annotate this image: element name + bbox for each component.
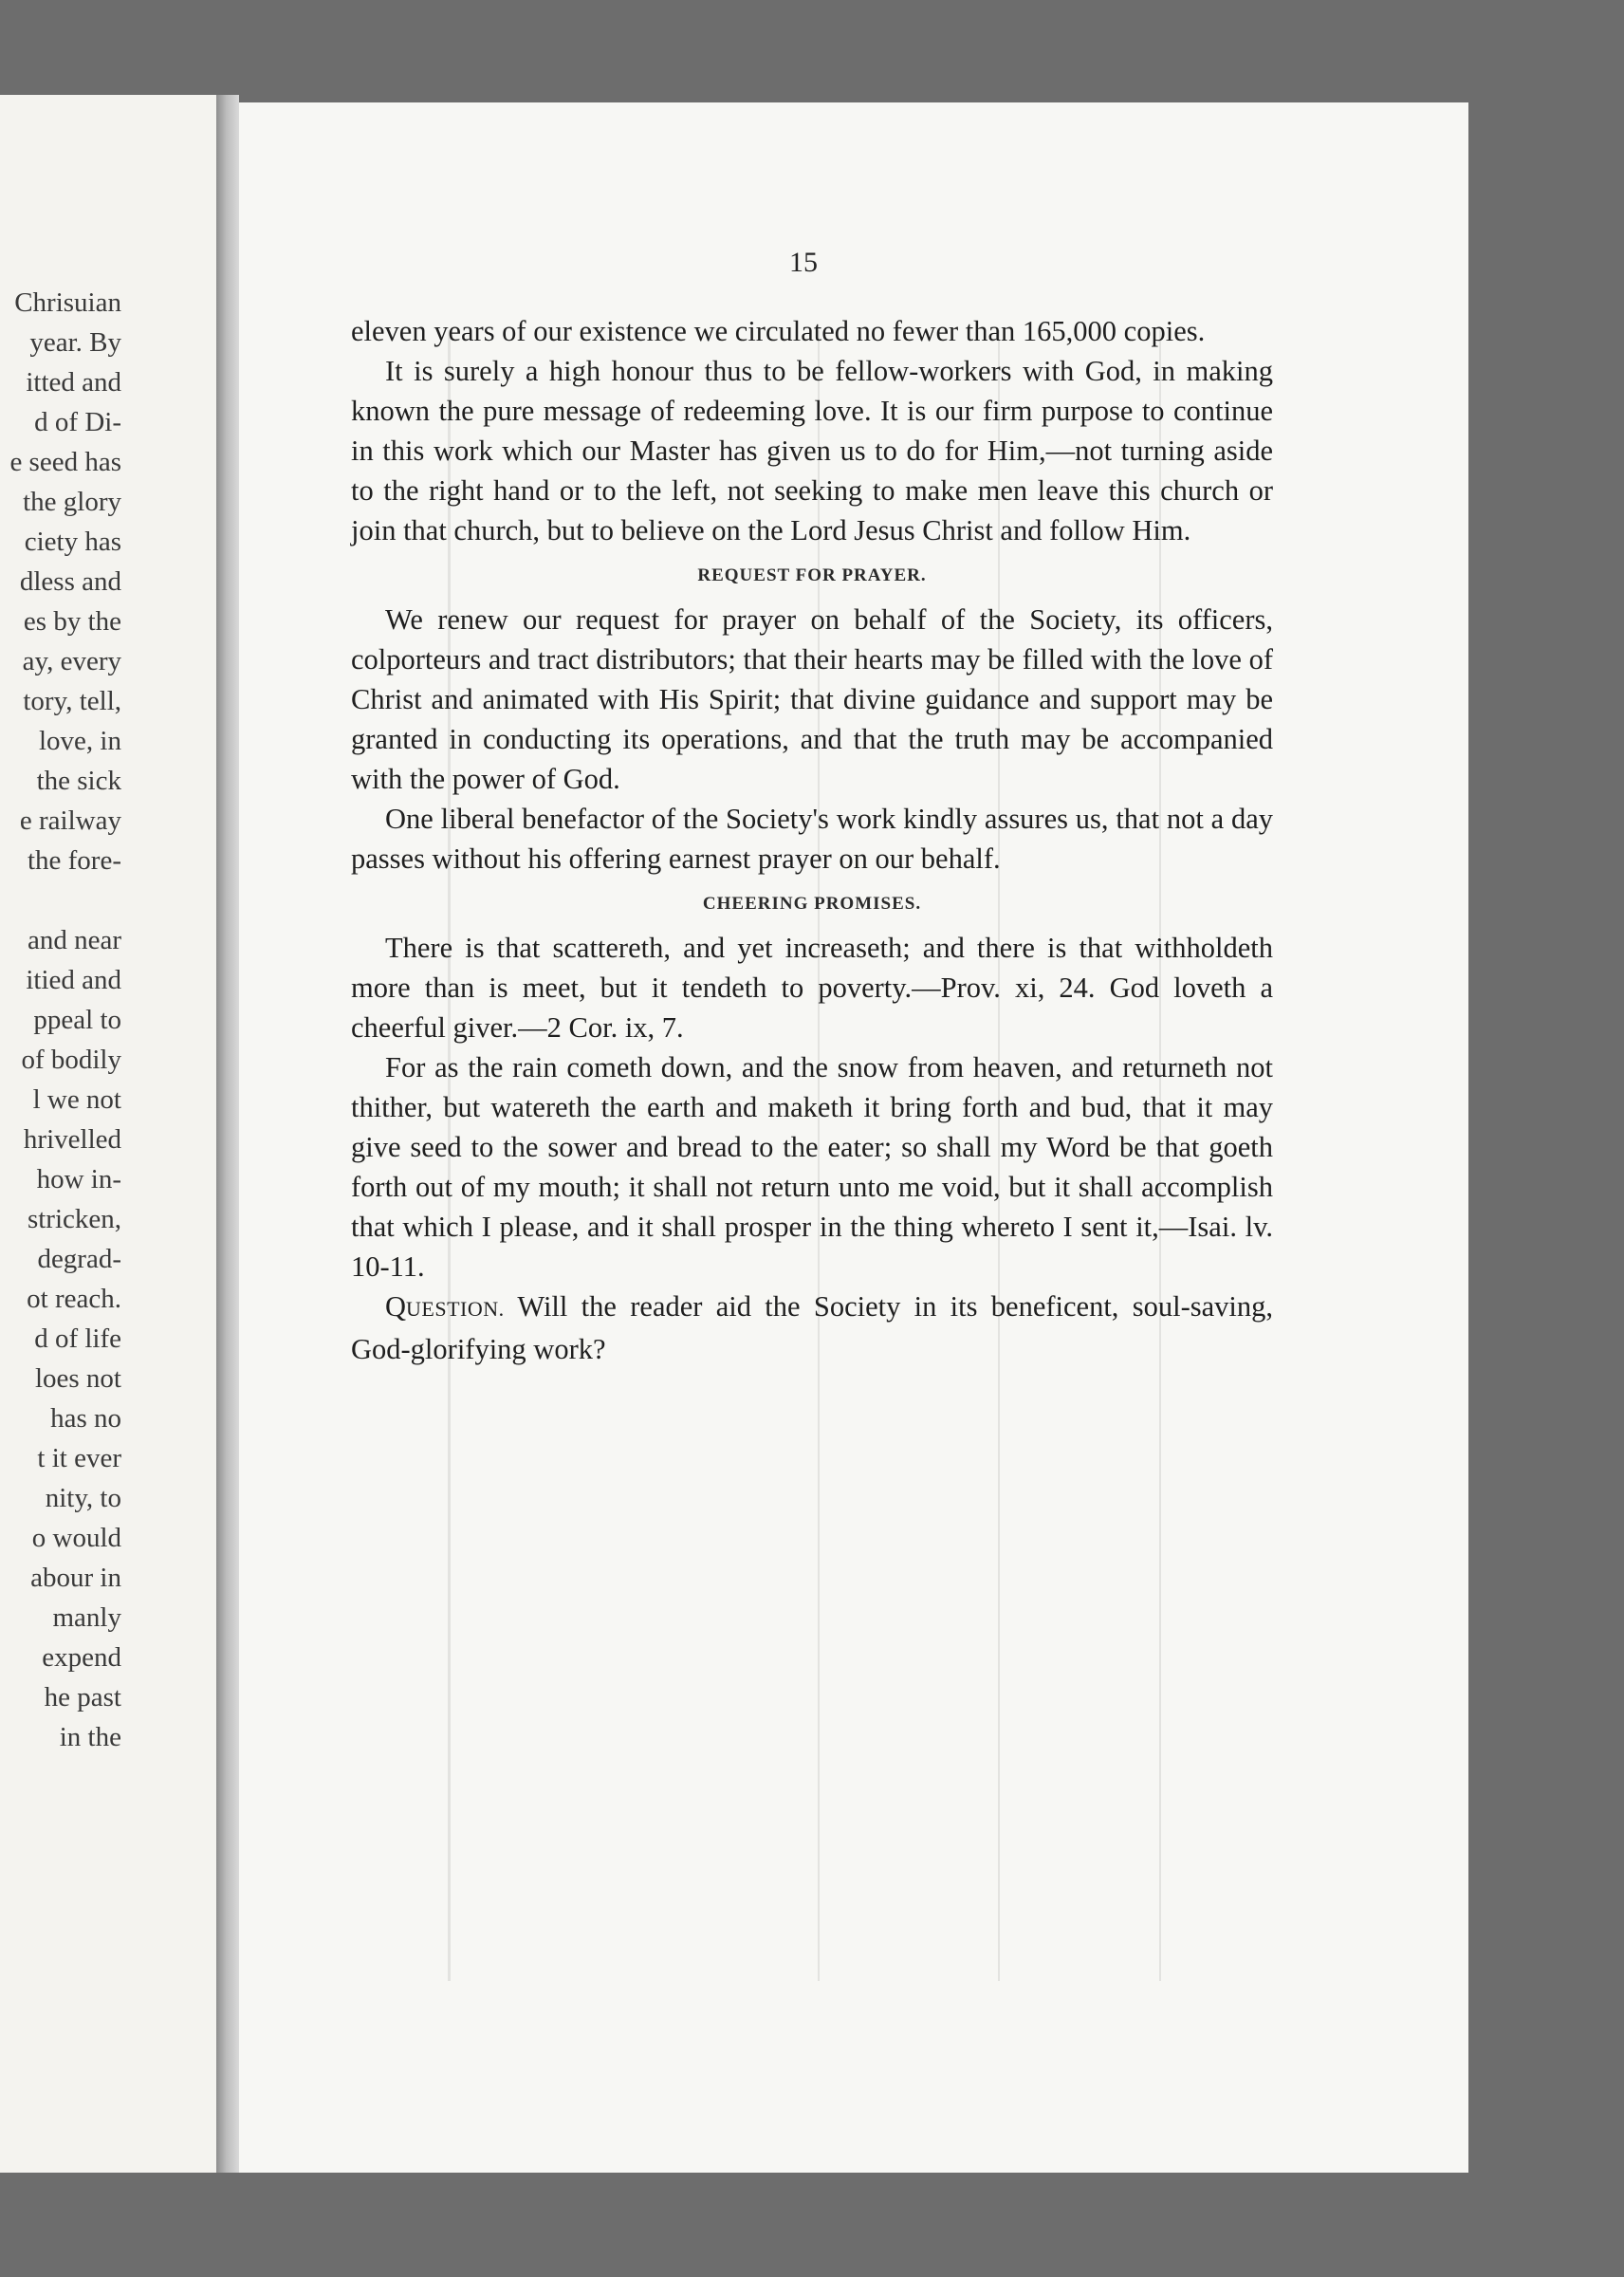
paragraph: It is surely a high honour thus to be fellow-workers with God, in making known the pure message of redeeming love. It is our firm purpose to continue in this work which our Master has given us to do for Him,—not turning aside to the right hand or to the left, not seeking to make men leave this church or join that church, but to believe on the Lord Jesus Christ and follow Him. bbox=[351, 355, 1273, 546]
left-page-line: abour in bbox=[30, 1563, 121, 1593]
left-page-line: year. By bbox=[29, 327, 121, 358]
left-page-line: tory, tell, bbox=[23, 686, 121, 716]
left-page-line: loes not bbox=[34, 1363, 121, 1394]
left-page-line: es by the bbox=[23, 606, 121, 637]
left-page-line: Chrisuian bbox=[14, 287, 121, 318]
left-page-line: e railway bbox=[19, 805, 121, 836]
left-page-line: itied and bbox=[26, 965, 121, 995]
section-heading: REQUEST FOR PRAYER. bbox=[697, 565, 927, 585]
left-page-line: the sick bbox=[36, 766, 121, 796]
paragraph: There is that scattereth, and yet increaseth; and there is that withholdeth more than is meet, but it tendeth to poverty.—Prov. xi, 24. God loveth a cheerful giver.—2 Cor. ix, 7. bbox=[351, 932, 1273, 1044]
left-page-line: has no bbox=[50, 1403, 121, 1434]
left-page-line: in the bbox=[59, 1722, 121, 1752]
paragraph: For as the rain cometh down, and the snow from heaven, and returneth not thither, but watereth the earth and maketh it bring forth and bud, that it may give seed to the sower and bread to the eater; so shall my Word be that goeth forth out of my mouth; it shall not return unto me void, but it shall accomplish that which I please, and it shall prosper in the thing whereto I sent it,—Isai. lv. 10-11. bbox=[351, 1051, 1273, 1283]
book-gutter bbox=[216, 95, 239, 2173]
left-page-line: ay, every bbox=[22, 646, 121, 676]
question-label-cap: Q bbox=[385, 1290, 407, 1323]
question-text: Will the reader aid the Society in its beneficent, soul-saving, God-glorifying work? bbox=[351, 1290, 1273, 1365]
left-page-line: manly bbox=[52, 1602, 121, 1633]
left-page-line: l we not bbox=[32, 1084, 121, 1115]
left-page-line: itted and bbox=[26, 367, 121, 398]
left-page-line: e seed has bbox=[9, 447, 121, 477]
page-number: 15 bbox=[789, 247, 818, 278]
paragraph: One liberal benefactor of the Society's work kindly assures us, that not a day passes without his offering earnest prayer on our behalf. bbox=[351, 803, 1273, 875]
left-page-line: degrad- bbox=[37, 1244, 121, 1274]
left-page-line: of bodily bbox=[21, 1045, 121, 1075]
left-page-line: dless and bbox=[19, 566, 121, 597]
left-page-line: he past bbox=[44, 1682, 121, 1712]
left-page-line: love, in bbox=[39, 726, 121, 756]
left-page-line: ppeal to bbox=[33, 1005, 121, 1035]
book-page bbox=[239, 102, 1468, 2173]
left-page-line: t it ever bbox=[37, 1443, 121, 1473]
left-page-line: nity, to bbox=[45, 1483, 121, 1513]
page-text bbox=[351, 311, 1273, 1369]
left-page-line: the fore- bbox=[27, 845, 121, 876]
left-page-line: and near bbox=[27, 925, 121, 955]
left-page-line: the glory bbox=[23, 487, 121, 517]
question-paragraph bbox=[351, 1287, 1273, 1369]
paragraph: eleven years of our existence we circulated no fewer than 165,000 copies. bbox=[351, 315, 1206, 347]
left-page-line: d of life bbox=[34, 1324, 121, 1354]
left-page-line: d of Di- bbox=[34, 407, 121, 437]
left-page-line: hrivelled bbox=[23, 1124, 121, 1155]
left-page-line: stricken, bbox=[27, 1204, 121, 1234]
left-page-line: ciety has bbox=[24, 527, 121, 557]
left-page-line: ot reach. bbox=[27, 1284, 121, 1314]
left-page-line: o would bbox=[31, 1523, 121, 1553]
paragraph: We renew our request for prayer on behalf of the Society, its officers, colporteurs and tract distributors; that their hearts may be filled with the love of Christ and animated with His Spirit; that divine guidance and support may be granted in conducting its operations, and that the truth may be accompanied with the power of God. bbox=[351, 603, 1273, 795]
question-label-rest: UESTION. bbox=[406, 1297, 505, 1321]
left-page-line: how in- bbox=[36, 1164, 121, 1194]
left-facing-page bbox=[0, 95, 216, 2173]
left-page-line: expend bbox=[42, 1642, 121, 1673]
section-heading: CHEERING PROMISES. bbox=[702, 894, 922, 914]
